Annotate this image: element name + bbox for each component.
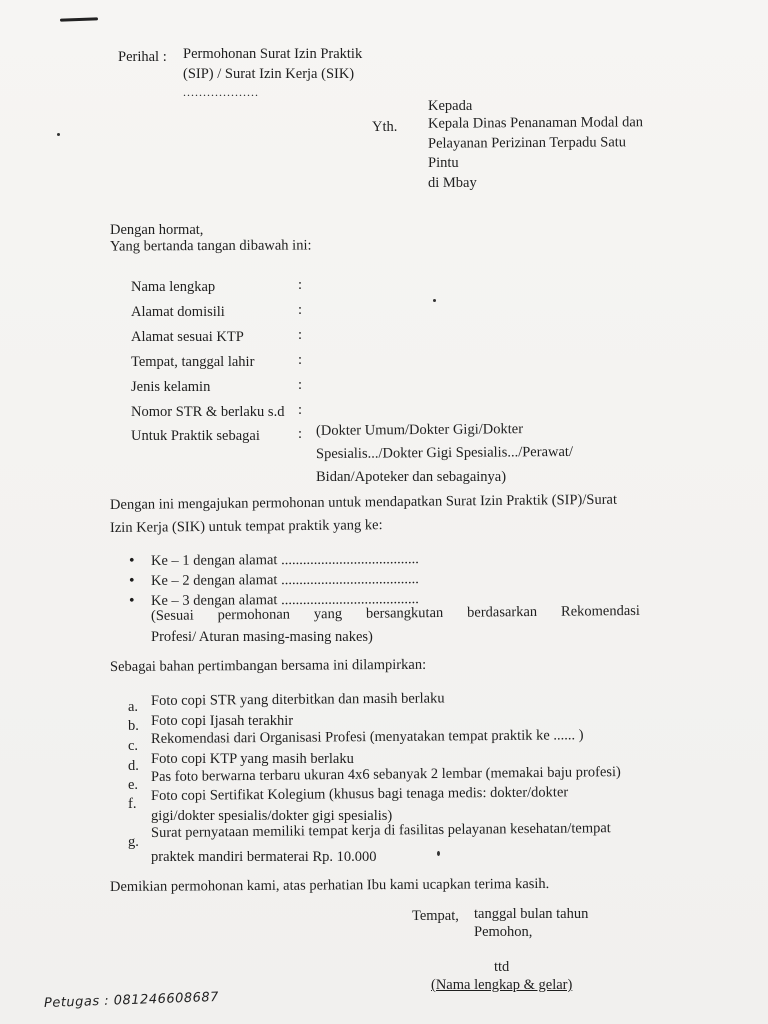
field-colon: : bbox=[298, 327, 303, 343]
note-line-2: Profesi/ Aturan masing-masing nakes) bbox=[151, 629, 373, 645]
speck bbox=[433, 299, 436, 302]
signature-tanggal: tanggal bulan tahun bbox=[474, 906, 589, 922]
speck bbox=[57, 133, 60, 136]
recipient-kepada: Kepada bbox=[428, 98, 473, 114]
note-word: permohonan bbox=[217, 606, 291, 624]
field-colon: : bbox=[298, 426, 303, 442]
request-line-2: Izin Kerja (SIK) untuk tempat praktik yang ke: bbox=[109, 517, 383, 536]
attachment-marker: c. bbox=[128, 738, 139, 754]
field-colon: : bbox=[298, 402, 303, 418]
perihal-line-1: Permohonan Surat Izin Praktik bbox=[183, 46, 363, 62]
signature-ttd: ttd bbox=[494, 959, 510, 975]
closing: Demikian permohonan kami, atas perhatian Ibu kami ucapkan terima kasih. bbox=[109, 875, 550, 895]
attachment-marker: a. bbox=[128, 699, 139, 715]
attachment-text: Rekomendasi dari Organisasi Profesi (menyatakan tempat praktik ke ...... ) bbox=[150, 727, 584, 747]
note-word: Rekomendasi bbox=[560, 602, 641, 620]
signature-name: (Nama lengkap & gelar) bbox=[431, 977, 573, 993]
request-line-1: Dengan ini mengajukan permohonan untuk mendapatkan Surat Izin Praktik (SIP)/Surat bbox=[109, 491, 618, 513]
speck bbox=[437, 851, 440, 856]
field-label: Jenis kelamin bbox=[131, 379, 211, 395]
perihal-label: Perihal : bbox=[118, 49, 167, 65]
recipient-line-1: Kepala Dinas Penanaman Modal dan bbox=[427, 114, 644, 132]
greeting: Dengan hormat, bbox=[110, 222, 204, 238]
note-word: yang bbox=[313, 605, 343, 623]
field-label: Nomor STR & berlaku s.d bbox=[131, 404, 285, 420]
field-colon: : bbox=[298, 277, 303, 293]
recipient-line-2: Pelayanan Perizinan Terpadu Satu bbox=[427, 134, 627, 152]
attachment-marker: e. bbox=[128, 777, 139, 793]
attachment-text: Pas foto berwarna terbaru ukuran 4x6 sebanyak 2 lembar (memakai baju profesi) bbox=[150, 764, 621, 785]
field-colon: : bbox=[298, 377, 303, 393]
intro: Yang bertanda tangan dibawah ini: bbox=[109, 237, 312, 255]
field-colon: : bbox=[298, 352, 303, 368]
attachment-text: Foto copi KTP yang masih berlaku bbox=[151, 751, 354, 767]
attachment-text: Foto copi STR yang diterbitkan dan masih berlaku bbox=[150, 690, 445, 709]
field-label: Alamat sesuai KTP bbox=[131, 329, 244, 345]
note-line-1 bbox=[151, 601, 640, 626]
attachment-text-cont: praktek mandiri bermaterai Rp. 10.000 bbox=[151, 849, 377, 865]
note-word: berdasarkan bbox=[467, 603, 538, 621]
handwritten-phone-note: Petugas : 081246608687 bbox=[43, 989, 220, 1011]
note-word: (Sesuai bbox=[150, 607, 194, 624]
perihal-dots: ................... bbox=[183, 85, 259, 99]
place-item: • Ke – 3 dengan alamat ...................................... bbox=[151, 589, 419, 611]
field-label: Tempat, tanggal lahir bbox=[131, 354, 255, 370]
field-label: Untuk Praktik sebagai bbox=[131, 428, 260, 444]
recipient-line-4: di Mbay bbox=[428, 175, 477, 191]
signature-pemohon: Pemohon, bbox=[474, 924, 533, 940]
recipient-yth: Yth. bbox=[372, 119, 398, 135]
signature-tempat: Tempat, bbox=[412, 908, 459, 924]
field-colon: : bbox=[298, 302, 303, 318]
attachment-text: Foto copi Ijasah terakhir bbox=[151, 713, 294, 729]
field-label: Nama lengkap bbox=[131, 279, 216, 295]
pen-mark bbox=[60, 17, 98, 21]
attachment-marker: b. bbox=[128, 718, 139, 734]
recipient-line-3: Pintu bbox=[428, 155, 459, 171]
praktik-options-line-2: Spesialis.../Dokter Gigi Spesialis.../Perawat/ bbox=[315, 443, 574, 463]
place-item: • Ke – 1 dengan alamat ...................................... bbox=[151, 549, 419, 571]
note-word: bersangkutan bbox=[365, 604, 444, 622]
praktik-options-line-3: Bidan/Apoteker dan sebagainya) bbox=[316, 469, 507, 485]
attachment-text: Surat pernyataan memiliki tempat kerja di fasilitas pelayanan kesehatan/tempat bbox=[150, 820, 611, 841]
attachment-marker: f. bbox=[128, 796, 137, 812]
field-label: Alamat domisili bbox=[131, 304, 225, 320]
perihal-line-2: (SIP) / Surat Izin Kerja (SIK) bbox=[183, 66, 355, 82]
attachment-text-cont: gigi/dokter spesialis/dokter gigi spesialis) bbox=[151, 808, 393, 824]
attachments-intro: Sebagai bahan pertimbangan bersama ini dilampirkan: bbox=[109, 656, 427, 675]
praktik-options-line-1: (Dokter Umum/Dokter Gigi/Dokter bbox=[315, 421, 524, 439]
attachment-text: Foto copi Sertifikat Kolegium (khusus bagi tenaga medis: dokter/dokter bbox=[150, 784, 569, 804]
place-item: • Ke – 2 dengan alamat ...................................... bbox=[151, 569, 419, 591]
attachment-marker: g. bbox=[128, 834, 139, 850]
attachment-marker: d. bbox=[128, 758, 139, 774]
